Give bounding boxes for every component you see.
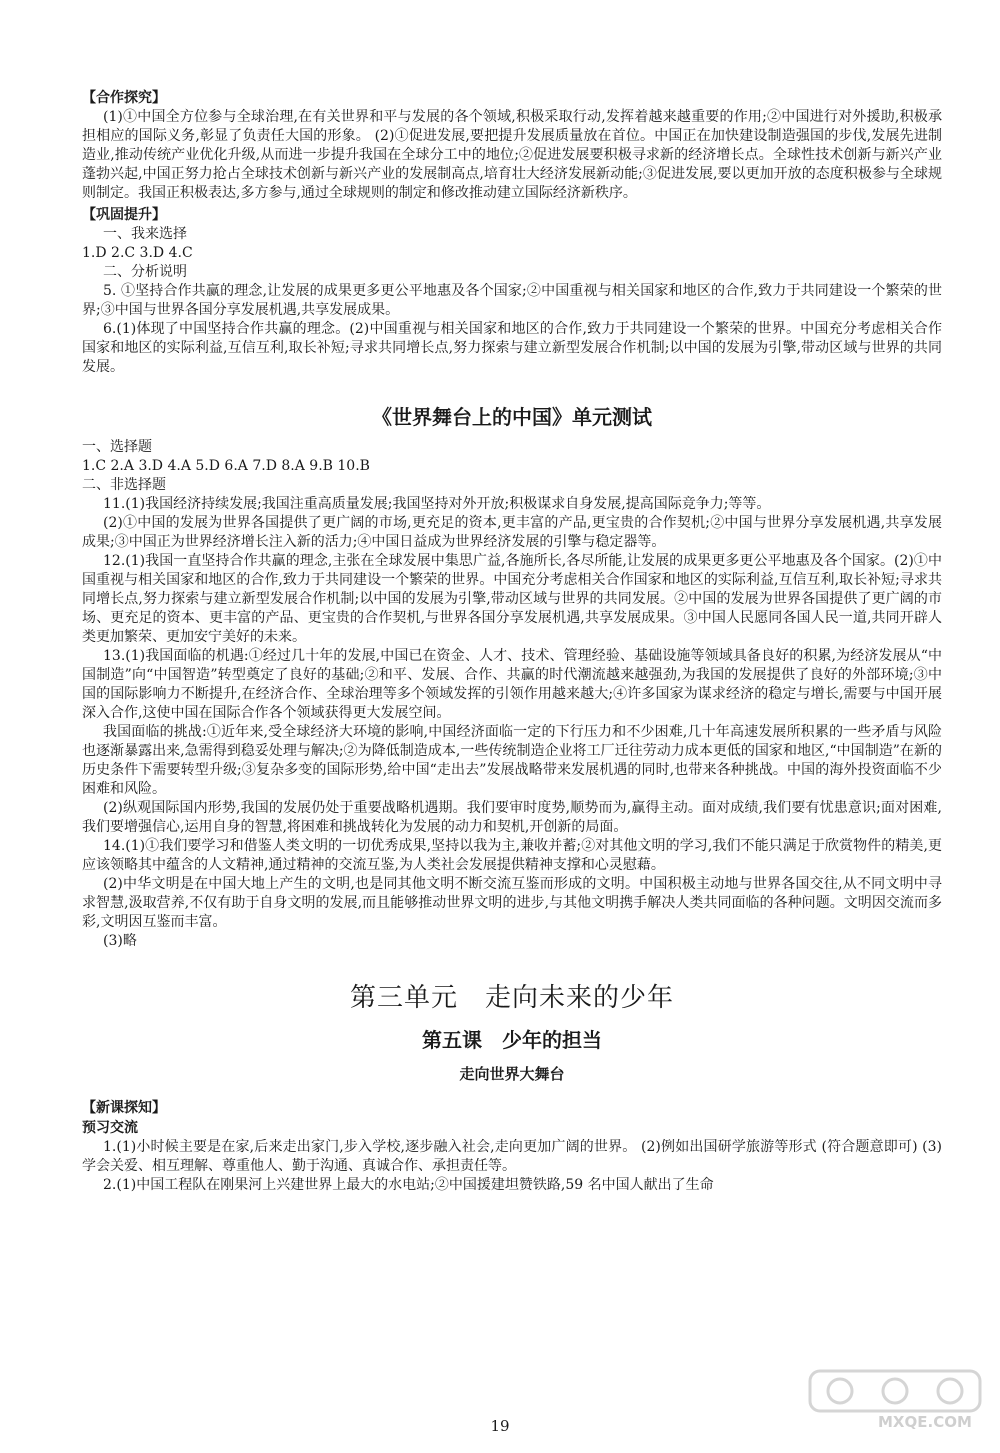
- unit-test-title: 《世界舞台上的中国》单元测试: [372, 405, 652, 429]
- answer-q5: 5. ①坚持合作共赢的理念,让发展的成果更多更公平地惠及各个国家;②中国重视与相关国家和地区的合作,致力于共同建设一个繁荣的世界;③中国与世界各国分享发展机遇,共享发展成果。: [82, 283, 942, 318]
- consolidation-heading: 【巩固提升】: [82, 207, 166, 223]
- answer-q6: 6.(1)体现了中国坚持合作共赢的理念。(2)中国重视与相关国家和地区的合作,致力于共同建设一个繁荣的世界。中国充分考虑相关合作国家和地区的实际利益,互信互利,取长补短;寻求共同增长点,努力探索与建立新型发展合作机制;以中国的发展为引擎,带动区域与世界的共同发展。: [82, 321, 942, 375]
- watermark-logo: [800, 1365, 990, 1445]
- cooperative-inquiry-heading: 【合作探究】: [82, 90, 166, 106]
- answer-q11-2: (2)①中国的发展为世界各国提供了更广阔的市场,更充足的资本,更丰富的产品,更宝贵的合作契机;②中国与世界分享发展机遇,共享发展成果;③中国正为世界经济增长注入新的活力;④中国日益成为世界经济发展的引擎与稳定器等。: [82, 515, 942, 550]
- page-content: [82, 86, 942, 1195]
- page-number: 19: [490, 1417, 510, 1435]
- cooperative-inquiry-answer: (1)①中国全方位参与全球治理,在有关世界和平与发展的各个领域,积极采取行动,发挥着越来越重要的作用;②中国进行对外援助,积极承担相应的国际义务,彰显了负责任大国的形象。 (2)①促进发展,要把提升发展质量放在首位。中国正在加快建设制造强国的步伐,发展先进制造业,推动传统产业优化升级,从而进一步提升我国在全球分工中的地位;②促进发展要积极寻求新的经济增长点。全球性技术创新与新兴产业蓬勃兴起,中国正努力抢占全球技术创新与新兴产业的发展制高点,培育壮大经济发展新动能;③促进发展,要以更加开放的态度积极参与全球规则制定。我国正积极表达,多方参与,通过全球规则的制定和修改推动建立国际经济新秩序。: [82, 109, 942, 201]
- watermark-seal-icon: [800, 1365, 990, 1445]
- answer-q14-2: (2)中华文明是在中国大地上产生的文明,也是同其他文明不断交流互鉴而形成的文明。中国积极主动地与世界各国交往,从不同文明中寻求智慧,汲取营养,不仅有助于自身文明的发展,而且能够推动世界文明的进步,与其他文明携手解决人类共同面临的各种问题。文明因交流而多彩,文明因互鉴而丰富。: [82, 876, 942, 930]
- answer-q14-1: 14.(1)①我们要学习和借鉴人类文明的一切优秀成果,坚持以我为主,兼收并蓄;②对其他文明的学习,我们不能只满足于欣赏物件的精美,更应该领略其中蕴含的人文精神,通过精神的交流互鉴,为人类社会发展提供精神支撑和心灵慰藉。: [82, 838, 942, 873]
- preview-answer-2: 2.(1)中国工程队在刚果河上兴建世界上最大的水电站;②中国援建坦赞铁路,59 名中国人献出了生命: [103, 1177, 714, 1193]
- preview-answer-1: 1.(1)小时候主要是在家,后来走出家门,步入学校,逐步融入社会,走向更加广阔的世界。 (2)例如出国研学旅游等形式 (符合题意即可) (3)学会关爱、相互理解、尊重他人、勤于沟通、真诚合作、承担责任等。: [82, 1139, 942, 1174]
- answer-q13-1: 13.(1)我国面临的机遇:①经过几十年的发展,中国已在资金、人才、技术、管理经验、基础设施等领域具备良好的积累,为经济发展从“中国制造”向“中国智造”转型奠定了良好的基础;②和平、发展、合作、共赢的时代潮流越来越强劲,为我国的发展提供了良好的外部环境;③中国的国际影响力不断提升,在经济合作、全球治理等多个领域发挥的引领作用越来越大;④许多国家为谋求经济的稳定与增长,需要与中国开展深入合作,这使中国在国际合作各个领域获得更大发展空间。: [82, 648, 942, 721]
- choice-section-heading: 一、我来选择: [103, 226, 187, 242]
- section-title: 走向世界大舞台: [459, 1065, 565, 1083]
- answer-q13-2: 我国面临的挑战:①近年来,受全球经济大环境的影响,中国经济面临一定的下行压力和不少困难,几十年高速发展所积累的一些矛盾与风险也逐渐暴露出来,急需得到稳妥处理与解决;②为降低制造成本,一些传统制造企业将工厂迁往劳动力成本更低的国家和地区,“中国制造”在新的历史条件下需要转型升级;③复杂多变的国际形势,给中国“走出去”发展战略带来发展机遇的同时,也带来各种挑战。中国的海外投资面临不少困难和风险。: [82, 724, 942, 797]
- answer-q11-1: 11.(1)我国经济持续发展;我国注重高质量发展;我国坚持对外开放;积极谋求自身发展,提高国际竞争力;等等。: [103, 496, 771, 512]
- answer-q13-3: (2)纵观国际国内形势,我国的发展仍处于重要战略机遇期。我们要审时度势,顺势而为,赢得主动。面对成绩,我们要有忧患意识;面对困难,我们要增强信心,运用自身的智慧,将困难和挑战转化为发展的动力和契机,开创新的局面。: [82, 800, 942, 835]
- analysis-section-heading: 二、分析说明: [103, 264, 187, 280]
- unit-three-title: 第三单元 走向未来的少年: [349, 983, 674, 1013]
- watermark-text: MXQE.COM: [878, 1413, 972, 1431]
- preview-exchange-heading: 预习交流: [82, 1120, 138, 1136]
- test-choice-answers: 1.C 2.A 3.D 4.A 5.D 6.A 7.D 8.A 9.B 10.B: [82, 458, 370, 474]
- choice-answers: 1.D 2.C 3.D 4.C: [82, 245, 193, 261]
- test-choice-heading: 一、选择题: [82, 439, 152, 455]
- answer-q12: 12.(1)我国一直坚持合作共赢的理念,主张在全球发展中集思广益,各施所长,各尽所能,让发展的成果更多更公平地惠及各个国家。(2)①中国重视与相关国家和地区的合作,致力于共同建设一个繁荣的世界。中国充分考虑相关合作国家和地区的实际利益,互信互利,取长补短;寻求共同增长点,努力探索与建立新型发展合作机制;以中国的发展为引擎,带动区域与世界的共同发展。②中国的发展为世界各国提供了更广阔的市场、更充足的资本、更丰富的产品、更宝贵的合作契机,与世界各国分享发展机遇,共享发展成果。③中国人民愿同各国人民一道,共同开辟人类更加繁荣、更加安宁美好的未来。: [82, 553, 942, 645]
- new-lesson-heading: 【新课探知】: [82, 1100, 166, 1116]
- lesson-five-title: 第五课 少年的担当: [422, 1028, 602, 1052]
- test-nonchoice-heading: 二、非选择题: [82, 477, 166, 493]
- answer-q14-3: (3)略: [103, 933, 137, 949]
